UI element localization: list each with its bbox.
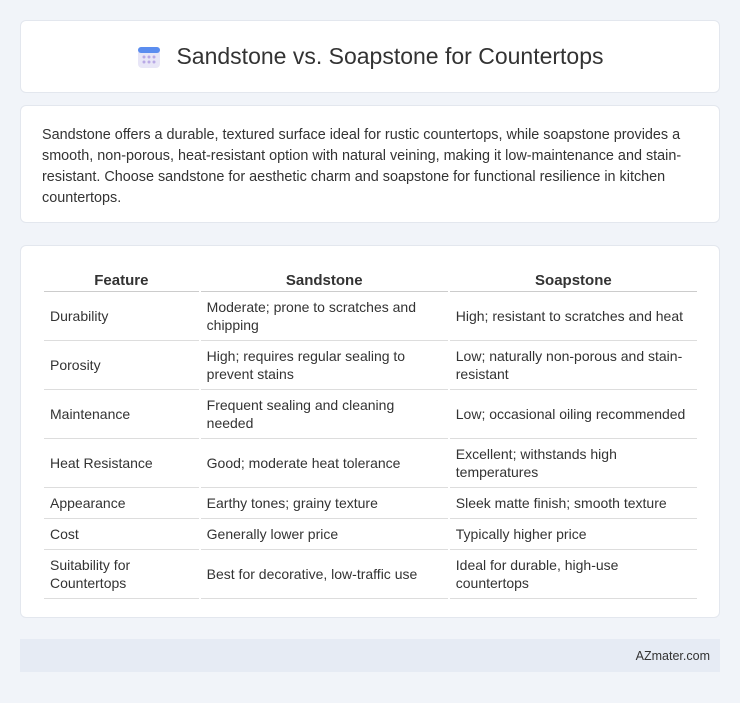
table-row	[44, 341, 697, 390]
sandstone-cell: Moderate; prone to scratches and chipping	[201, 292, 448, 341]
feature-cell: Suitability for Countertops	[44, 550, 199, 599]
soapstone-cell: Low; occasional oiling recommended	[450, 390, 697, 439]
soapstone-cell: High; resistant to scratches and heat	[450, 292, 697, 341]
soapstone-cell: Sleek matte finish; smooth texture	[450, 488, 697, 519]
table-row	[44, 390, 697, 439]
feature-cell: Maintenance	[44, 390, 199, 439]
sandstone-cell: Generally lower price	[201, 519, 448, 550]
table-row	[44, 519, 697, 550]
page-title: Sandstone vs. Soapstone for Countertops	[176, 43, 604, 69]
comparison-table	[42, 266, 699, 599]
calendar-icon	[136, 44, 162, 70]
sandstone-cell: Earthy tones; grainy texture	[201, 488, 448, 519]
table-row	[44, 439, 697, 488]
feature-cell: Porosity	[44, 341, 199, 390]
table-card	[20, 245, 720, 618]
header-sandstone: Sandstone	[201, 266, 448, 292]
table-row	[44, 292, 697, 341]
sandstone-cell: Good; moderate heat tolerance	[201, 439, 448, 488]
summary-text: Sandstone offers a durable, textured surface ideal for rustic countertops, while soapstone provides a smooth, non-porous, heat-resistant option with natural veining, making it low-maintenance and stain-resistant. Choose sandstone for aesthetic charm and soapstone for functional resilience in kitchen countertops.	[42, 127, 682, 206]
soapstone-cell: Excellent; withstands high temperatures	[450, 439, 697, 488]
header-soapstone: Soapstone	[450, 266, 697, 292]
sandstone-cell: High; requires regular sealing to prevent stains	[201, 341, 448, 390]
feature-cell: Cost	[44, 519, 199, 550]
sandstone-cell: Frequent sealing and cleaning needed	[201, 390, 448, 439]
header-feature: Feature	[44, 266, 199, 292]
footer	[20, 639, 720, 672]
feature-cell: Heat Resistance	[44, 439, 199, 488]
sandstone-cell: Best for decorative, low-traffic use	[201, 550, 448, 599]
soapstone-cell: Typically higher price	[450, 519, 697, 550]
feature-cell: Durability	[44, 292, 199, 341]
summary-card	[20, 105, 720, 223]
soapstone-cell: Low; naturally non-porous and stain-resistant	[450, 341, 697, 390]
feature-cell: Appearance	[44, 488, 199, 519]
table-header-row	[44, 266, 697, 292]
title-card	[20, 20, 720, 93]
footer-source-link[interactable]: AZmater.com	[635, 648, 710, 663]
table-row	[44, 488, 697, 519]
table-row	[44, 550, 697, 599]
soapstone-cell: Ideal for durable, high-use countertops	[450, 550, 697, 599]
